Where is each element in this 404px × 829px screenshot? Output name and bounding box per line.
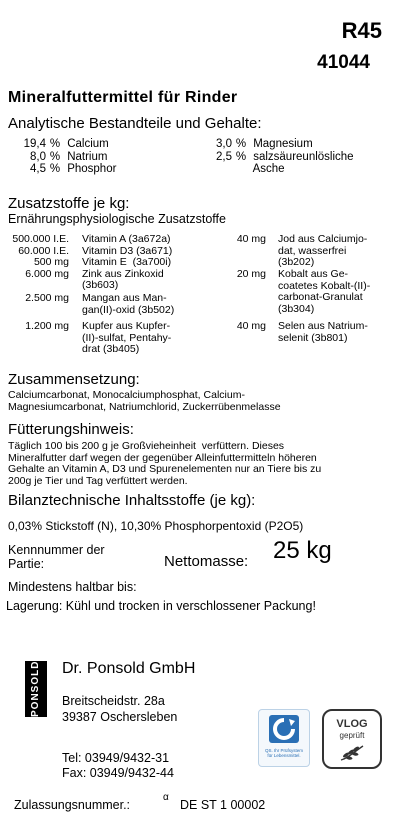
additive-amount: 500.000 I.E. — [12, 233, 69, 245]
company-fax: Fax: 03949/9432-44 — [62, 766, 174, 780]
qs-certification-logo — [258, 709, 310, 767]
additive-name: Jod aus Calciumjo- dat, wasserfrei (3b202) — [278, 233, 368, 268]
additive-amount: 2.500 mg — [25, 292, 69, 304]
vlog-logo — [322, 709, 382, 769]
net-weight-label: Nettomasse: — [164, 553, 249, 570]
vlog-subtext: geprüft — [339, 731, 365, 740]
balance-heading: Bilanztechnische Inhaltsstoffe (je kg): — [8, 492, 256, 509]
company-street: Breitscheidstr. 28a — [62, 694, 165, 708]
additive-name: Selen aus Natrium- selenit (3b801) — [278, 320, 368, 344]
analytic-row: 4,5 % Phosphor — [30, 163, 117, 175]
vlog-text: VLOG — [336, 718, 368, 730]
product-title: Mineralfuttermittel für Rinder — [8, 89, 238, 106]
additive-name: Kobalt aus Ge- coatetes Kobalt-(II)- carbonat-Granulat (3b304) — [278, 268, 371, 315]
additive-name: Mangan aus Man- gan(II)-oxid (3b502) — [82, 292, 175, 316]
analytic-row: 2,5 % salzsäureunlösliche — [216, 150, 354, 163]
additive-name: Vitamin E (3a700i) — [82, 256, 172, 268]
analytic-row: 19,4 % Calcium — [23, 138, 109, 150]
additive-amount: 6.000 mg — [25, 267, 69, 280]
additive-amount: 40 mg — [236, 320, 266, 332]
feeding-text: Täglich 100 bis 200 g je Großvieheinheit verfüttern. Dieses Mineralfutter darf wegen der gegenüber Alleinfuttermitteln höheren Gehalte an Vitamin A, D3 und Spurenelementen nur an Tiere bis zu 200g je Tier und Tag verfüttert werden. — [8, 440, 322, 487]
additive-amount: 20 mg — [236, 268, 266, 280]
product-code: R45 — [341, 18, 382, 43]
analytic-left-list — [2, 138, 116, 176]
additive-name: Kupfer aus Kupfer- (II)-sulfat, Pentahy- drat (3b405) — [82, 320, 172, 355]
additive-name: Vitamin A (3a672a) — [82, 233, 171, 245]
composition-heading: Zusammensetzung: — [8, 371, 140, 388]
analytic-row: 3,0 % Magnesium — [216, 138, 313, 150]
feeding-heading: Fütterungshinweis: — [8, 421, 134, 438]
additive-amount: 500 mg — [33, 256, 69, 268]
analytic-row: Asche — [252, 163, 285, 175]
qs-caption-line2: für Lebensmittel. — [267, 753, 301, 758]
company-city: 39387 Oschersleben — [62, 710, 178, 724]
additive-amount: 40 mg — [236, 233, 266, 245]
additives-table — [0, 234, 404, 364]
composition-text: Calciumcarbonat, Monocalciumphosphat, Calcium- Magnesiumcarbonat, Natriumchlorid, Zuckerrübenmelasse — [8, 389, 281, 413]
ponsold-logo: PONSOLD — [25, 661, 47, 717]
qs-caption-line1: QS. Ihr Prüfsystem — [264, 748, 303, 753]
registration-label: Zulassungsnummer.: — [14, 798, 131, 812]
additives-heading: Zusatzstoffe je kg: — [8, 195, 130, 212]
net-weight-value: 25 kg — [273, 537, 332, 564]
analytic-row: 8,0 % Natrium — [30, 150, 108, 163]
additive-amount: 60.000 I.E. — [18, 244, 69, 257]
additive-name: Vitamin D3 (3a671) — [82, 244, 173, 257]
additive-amount: 1.200 mg — [25, 320, 69, 332]
analytic-heading: Analytische Bestandteile und Gehalte: — [8, 115, 262, 132]
analytic-right-list — [188, 138, 354, 176]
additives-subheading: Ernährungsphysiologische Zusatzstoffe — [8, 212, 226, 226]
balance-text: 0,03% Stickstoff (N), 10,30% Phosphorpentoxid (P2O5) — [8, 519, 304, 533]
storage-note: Lagerung: Kühl und trocken in verschlossener Packung! — [6, 599, 316, 613]
leaf-icon — [338, 744, 366, 762]
best-before-label: Mindestens haltbar bis: — [8, 580, 137, 594]
additive-name: Zink aus Zinkoxid (3b603) — [82, 267, 164, 291]
company-phone: Tel: 03949/9432-31 — [62, 751, 170, 765]
registration-symbol: α — [163, 792, 169, 803]
qs-icon — [259, 710, 309, 750]
article-number: 41044 — [317, 52, 370, 73]
registration-number: DE ST 1 00002 — [180, 798, 266, 812]
company-name: Dr. Ponsold GmbH — [62, 660, 196, 677]
batch-number-label: Kennnummer der Partie: — [8, 543, 105, 571]
